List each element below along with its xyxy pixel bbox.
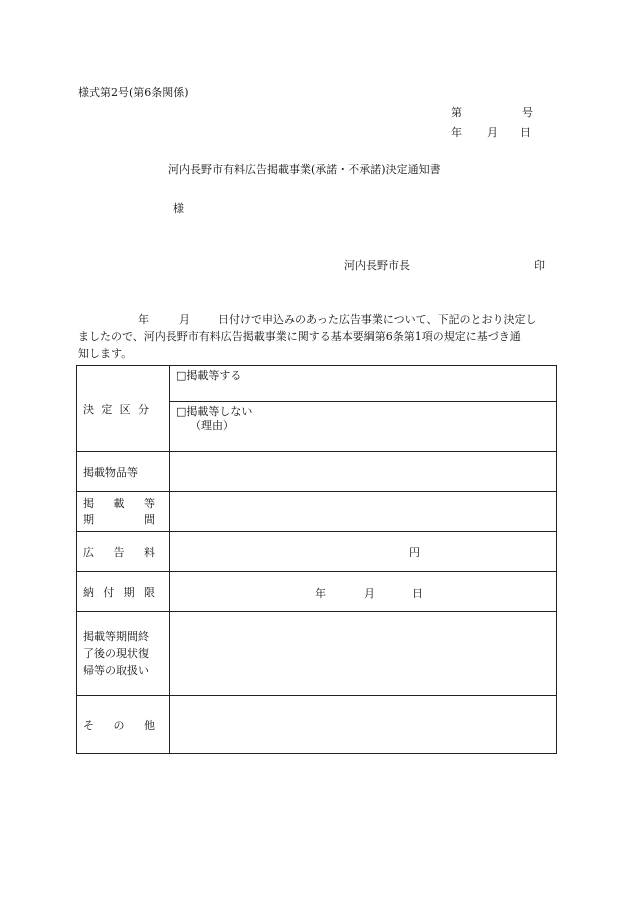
period-label [77, 492, 170, 532]
deadline-month: 月 [364, 587, 375, 600]
deadline-label-char: 期 [123, 585, 135, 599]
notice-body-line-1 [78, 311, 556, 328]
reject-checkbox-option[interactable]: □掲載等しない [176, 405, 253, 418]
reason-label: （理由） [190, 419, 234, 432]
document-number-suffix: 号 [522, 106, 533, 119]
period-label-char: 載 [113, 496, 125, 510]
issue-date-month: 月 [487, 126, 498, 139]
decision-label-char: 分 [137, 402, 149, 416]
deadline-field[interactable] [170, 572, 557, 612]
items-field[interactable] [170, 452, 557, 492]
reject-option-cell[interactable] [170, 402, 557, 452]
deadline-label-char: 付 [103, 585, 115, 599]
other-label-char: の [113, 718, 125, 732]
items-label-text: 掲載物品等 [83, 465, 138, 479]
form-number: 様式第2号(第6条関係) [78, 86, 189, 99]
restore-label-line: 掲載等期間終 [83, 630, 149, 643]
period-field[interactable] [170, 492, 557, 532]
body-month: 月 [179, 313, 190, 326]
decision-table [76, 365, 557, 754]
decision-label-char: 決 [83, 402, 94, 416]
notice-body [78, 311, 556, 362]
other-label [77, 696, 170, 754]
accept-checkbox-option[interactable]: □掲載等する [176, 369, 242, 382]
period-label-char: 期 [83, 512, 94, 526]
restore-label-line: 帰等の取扱い [83, 664, 149, 677]
decision-label [77, 366, 170, 452]
document-title: 河内長野市有料広告掲載事業(承諾・不承諾)決定通知書 [168, 163, 441, 176]
period-label-char: 間 [144, 512, 155, 526]
deadline-label-char: 限 [143, 585, 155, 599]
fee-unit: 円 [409, 545, 420, 559]
sender-name: 河内長野市長 [344, 259, 410, 272]
fee-label-char: 広 [83, 545, 94, 559]
fee-label-char: 告 [113, 545, 125, 559]
items-label [77, 452, 170, 492]
period-label-char: 掲 [83, 496, 94, 510]
accept-option-cell[interactable] [170, 366, 557, 402]
other-label-char: 他 [144, 718, 155, 732]
issue-date-day: 日 [520, 126, 531, 139]
decision-label-char: 区 [119, 402, 131, 416]
notice-body-line-3: 知します。 [78, 347, 133, 360]
issue-date-year: 年 [451, 126, 462, 139]
decision-label-char: 定 [101, 402, 113, 416]
restore-label [77, 612, 170, 696]
fee-field[interactable] [170, 532, 557, 572]
other-label-char: そ [83, 718, 94, 732]
other-field[interactable] [170, 696, 557, 754]
fee-label [77, 532, 170, 572]
restore-field[interactable] [170, 612, 557, 696]
deadline-label [77, 572, 170, 612]
deadline-label-char: 納 [83, 585, 94, 599]
notice-body-line-2: ましたので、河内長野市有料広告掲載事業に関する基本要綱第6条第1項の規定に基づき通 [78, 330, 521, 343]
recipient-suffix: 様 [173, 202, 184, 215]
restore-label-line: 了後の現状復 [83, 647, 149, 660]
body-year: 年 [138, 313, 149, 326]
seal-mark: 印 [534, 259, 545, 272]
deadline-day: 日 [412, 587, 423, 600]
fee-label-char: 料 [144, 545, 155, 559]
period-label-char: 等 [144, 496, 155, 510]
document-number-prefix: 第 [451, 106, 462, 119]
body-line1-text: 日付けで申込みのあった広告事業について、下記のとおり決定し [218, 313, 537, 326]
deadline-year: 年 [315, 587, 326, 600]
